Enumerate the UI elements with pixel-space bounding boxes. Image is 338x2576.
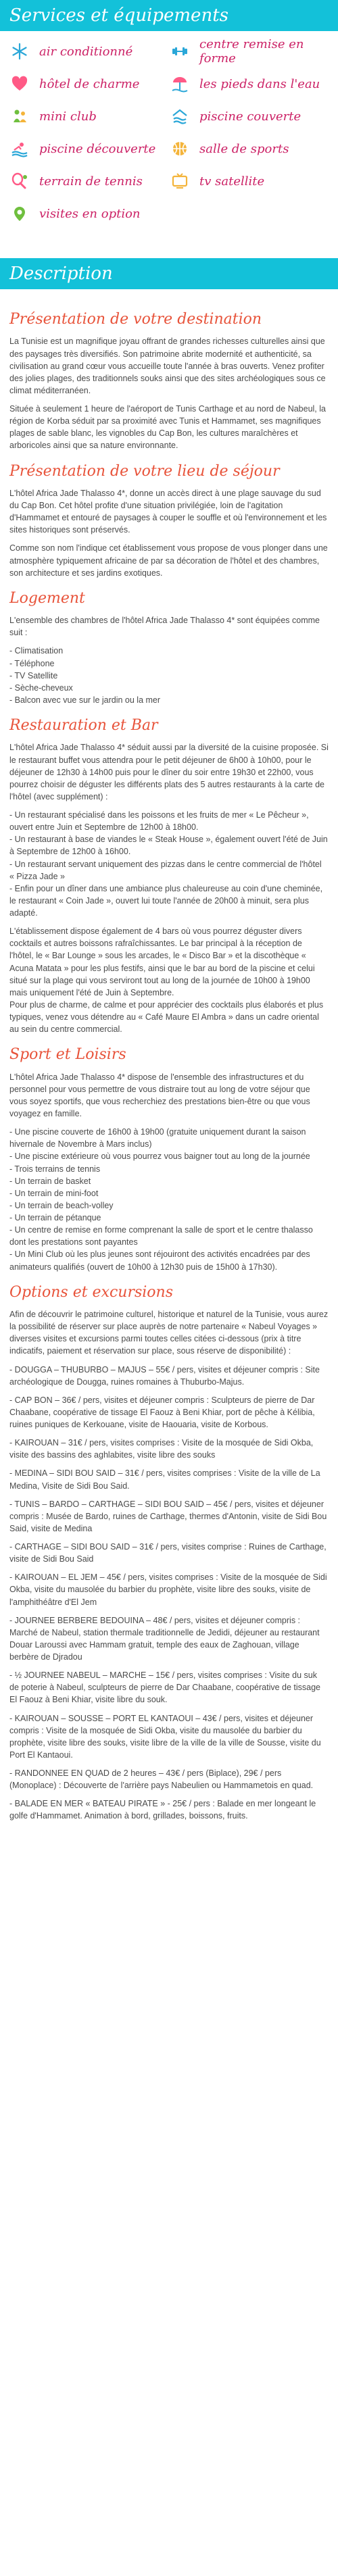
beach-icon (170, 74, 190, 94)
dumbbell-icon (170, 41, 190, 61)
snowflake-icon (9, 41, 30, 61)
service-label: mini club (39, 109, 97, 124)
section-paragraph: - KAIROUAN – SOUSSE – PORT EL KANTAOUI – 43€ / pers, visites et déjeuner compris : Visite de la mosquée de Sidi Okba, visite du mausolée du barbier du prophète, visite libre des souks, visite libre de la ville de la ville de Sousse, visite du Port El Kantaoui. (9, 1713, 321, 1760)
section-paragraph: - Climatisation - Téléphone - TV Satellite - Sèche-cheveux - Balcon avec vue sur le jardin ou la mer (9, 646, 161, 705)
section-paragraph: - Un restaurant spécialisé dans les poissons et les fruits de mer « Le Pêcheur », ouvert entre Juin et Septembre de 12h00 à 18h00. - Un restaurant à base de viandes le « Steak House », également ouvert l'été de Juin à Septembre de 12h00 à 16h00. - Un restaurant servant uniquement des pizzas dans le centre commercial de l'hôtel « Pizza Jade » - Enfin pour un dîner dans une ambiance plus chaleureuse au coin d'une cheminée, le restaurant « Coin Jade », ouvert lui toute l'année de 20h00 à minuit, sera plus adapté. (9, 810, 328, 918)
section-paragraph: La Tunisie est un magnifique joyau offrant de grandes richesses culturelles ainsi que des paysages très diversifiés. Son patrimoine abrite modernité et authenticité, sa civilisation au grand cœur vous accueille toute l'année à bras ouverts. Venez profiter des jolies plages, des traditionnels souks ainsi que des sites archéologiques sous ce climat méditerranéen. (9, 337, 326, 395)
section-paragraph: - MEDINA – SIDI BOU SAID – 31€ / pers, visites comprises : Visite de la ville de La Medina, Visite de Sidi Bou Said. (9, 1468, 320, 1491)
tv-icon (170, 171, 190, 191)
sports-hall-icon (170, 139, 190, 159)
section-paragraph: L'hôtel Africa Jade Thalasso 4*, donne un accès direct à une plage sauvage du sud du Cap Bon. Cet hôtel profite d'une situation privilégiée, loin de l'agitation d'Hammamet et entouré de paysages à couper le souffle et où l'environnement et les sites historiques sont préservés. (9, 488, 327, 535)
section-paragraph: - DOUGGA – THUBURBO – MAJUS – 55€ / pers, visites et déjeuner compris : Site archéologique de Dougga, ruines romaines à Thuburbo-Majus. (9, 1364, 320, 1387)
service-label: terrain de tennis (39, 174, 143, 189)
section-paragraph: - JOURNEE BERBERE BEDOUINA – 48€ / pers, visites et déjeuner compris : Marché de Nabeul, station thermale traditionnelle de Jedidi, déjeuner au restaurant Douar Laroussi avec Hammam gratuit, temple des eaux de Zaghouan, village berbère de Djradou (9, 1615, 320, 1662)
kids-icon (9, 106, 30, 126)
service-item (9, 41, 170, 62)
service-item (9, 203, 170, 224)
section-paragraph: - BALADE EN MER « BATEAU PIRATE » - 25€ / pers : Balade en mer longeant le golfe d'Hammamet. Animation à bord, grillades, boissons, fruits. (9, 1799, 316, 1821)
description-title: Description (9, 264, 113, 284)
section-paragraph: Comme son nom l'indique cet établissement vous propose de vous plonger dans une atmosphère typiquement africaine de par sa décoration de l'hôtel et des chambres, son architecture et ses jardins exotiques. (9, 543, 328, 578)
service-label: piscine découverte (39, 141, 156, 156)
service-label: tv satellite (199, 174, 265, 189)
section-paragraph: - ½ JOURNEE NABEUL – MARCHE – 15€ / pers, visites comprises : Visite du suk de poterie à Nabeul, sculpteurs de pierre de Dar Chaabane, coopérative de tissage El Faouz à Beni Khiar, visite libre du souk. (9, 1670, 321, 1705)
service-item (170, 138, 330, 159)
service-item (9, 73, 170, 95)
tennis-icon (9, 171, 30, 191)
section-paragraph: Située à seulement 1 heure de l'aéroport de Tunis Carthage et au nord de Nabeul, la région de Korba séduit par sa proximité avec Tunis et Hammamet, ses magnifiques plages de sable blanc, les vignobles du Cap Bon, les cultures maraîchères et arboricoles ainsi que sa nature environnante. (9, 404, 326, 451)
service-item (170, 73, 330, 95)
section-heading: Présentation de votre lieu de séjour (9, 462, 280, 480)
services-title: Services et équipements (9, 5, 228, 26)
heart-icon (9, 74, 30, 94)
service-item (170, 170, 330, 192)
section-heading: Options et excursions (9, 1283, 174, 1301)
section-paragraph: Afin de découvrir le patrimoine culturel, historique et naturel de la Tunisie, vous aurez la possibilité de réserver sur place auprès de notre partenaire « Nabeul Voyages » diverses visites et excursions parmi toutes celles citées ci-dessous (prix à titre indicatifs, paiement et réservation sur place, sous réserve de disponibilité) : (9, 1310, 329, 1356)
service-label: salle de sports (199, 141, 289, 156)
description-content (0, 289, 338, 1823)
service-label: piscine couverte (199, 109, 301, 124)
service-item (9, 105, 170, 127)
section-paragraph: - KAIROUAN – 31€ / pers, visites comprises : Visite de la mosquée de Sidi Okba, visite des bassins des aghlabites, visite libre des souks (9, 1438, 314, 1460)
service-label: visites en option (39, 206, 141, 221)
visits-icon (9, 203, 30, 224)
section-paragraph: - CARTHAGE – SIDI BOU SAID – 31€ / pers, visites comprise : Ruines de Carthage, visite de Sidi Bou Said (9, 1542, 327, 1564)
services-list (0, 31, 338, 238)
section-heading: Présentation de votre destination (9, 311, 262, 328)
section-paragraph: - Une piscine couverte de 16h00 à 19h00 (gratuite uniquement durant la saison hivernale de Novembre à Mars inclus) - Une piscine extérieure où vous pourrez vous baigner tout au long de la journée - Trois terrains de tennis - Un terrain de basket - Un terrain de mini-foot - Un terrain de beach-volley - Un terrain de pétanque - Un centre de remise en forme comprenant la salle de sport et le centre thalasso dont les prestations sont payantes - Un Mini Club où les plus jeunes sont réjouiront des activités encadrées par des animateurs qualifiés (ouvert de 10h00 à 12h30 puis de 15h00 à 17h30). (9, 1127, 313, 1272)
service-label: hôtel de charme (39, 76, 140, 91)
section-paragraph: L'établissement dispose également de 4 bars où vous pourrez déguster divers cocktails et autres boissons rafraîchissantes. Le bar principal à la réception de l'hôtel, le « Bar Lounge » sous les arcades, le « Disco Bar » et la discothèque « Acuna Matata » pour les plus festifs, ainsi que le bar au bord de la piscine et celui situé sur la plage qui vous serviront tout au long de la journée de 10h00 à 19h00 mais uniquement l'été de Juin à Septembre. Pour plus de charme, de calme et pour apprécier des cocktails plus élaborés et plus typiques, venez vous détendre au « Café Maure El Ambra » dans un cadre oriental au sein du centre commercial. (9, 926, 324, 1035)
services-banner (0, 0, 338, 31)
section-heading: Logement (9, 589, 85, 607)
section-paragraph: - CAP BON – 36€ / pers, visites et déjeuner compris : Sculpteurs de pierre de Dar Chaabane, coopérative de tissage El Faouz à Beni Khiar, port de pêche à Kélibia, ruines puniques de Kerkouane, visite de Haouaria, visite de Korbous. (9, 1395, 315, 1430)
section-heading: Sport et Loisirs (9, 1046, 126, 1064)
section-paragraph: - KAIROUAN – EL JEM – 45€ / pers, visites comprises : Visite de la mosquée de Sidi Okba, visite du mausolée du barbier du prophète, visite libre des souks, visite de l'amphithéâtre d'El Jem (9, 1572, 327, 1607)
description-banner (0, 258, 338, 289)
service-label: air conditionné (39, 44, 133, 59)
section-paragraph: L'ensemble des chambres de l'hôtel Africa Jade Thalasso 4* sont équipées comme suit : (9, 616, 320, 638)
service-label: les pieds dans l'eau (199, 76, 320, 91)
service-item (9, 170, 170, 192)
service-item (170, 37, 330, 66)
service-label: centre remise en forme (199, 37, 304, 66)
service-item (170, 105, 330, 127)
section-paragraph: - RANDONNEE EN QUAD de 2 heures – 43€ / pers (Biplace), 29€ / pers (Monoplace) : Découverte de l'arrière pays Nabeulien ou Hammametois en quad. (9, 1768, 314, 1791)
section-paragraph: L'hôtel Africa Jade Thalasso 4* dispose de l'ensemble des infrastructures et du personnel pour vous permettre de vous distraire tout au long de votre séjour que vous soyez sportifs, que vous recherchiez des prestations bien-être ou que vous voyagez en famille. (9, 1072, 310, 1119)
indoor-pool-icon (170, 106, 190, 126)
pool-icon (9, 139, 30, 159)
section-paragraph: L'hôtel Africa Jade Thalasso 4* séduit aussi par la diversité de la cuisine proposée. Si le restaurant buffet vous attendra pour le petit déjeuner de 6h00 à 10h00, pour le déjeuner de 12h30 à 14h00 puis pour le dîner du soir entre 19h30 et 22h00, vous pourrez choisir de déguster les différents plats des 5 autres restaurants à la carte de l'hôtel (avec supplément) : (9, 743, 329, 801)
section-heading: Restauration et Bar (9, 717, 158, 735)
section-paragraph: - TUNIS – BARDO – CARTHAGE – SIDI BOU SAID – 45€ / pers, visites et déjeuner compris : Musée de Bardo, ruines de Carthage, thermes d'Antonin, visite de Sidi Bou Said, visite de Medina (9, 1499, 327, 1533)
service-item (9, 138, 170, 159)
